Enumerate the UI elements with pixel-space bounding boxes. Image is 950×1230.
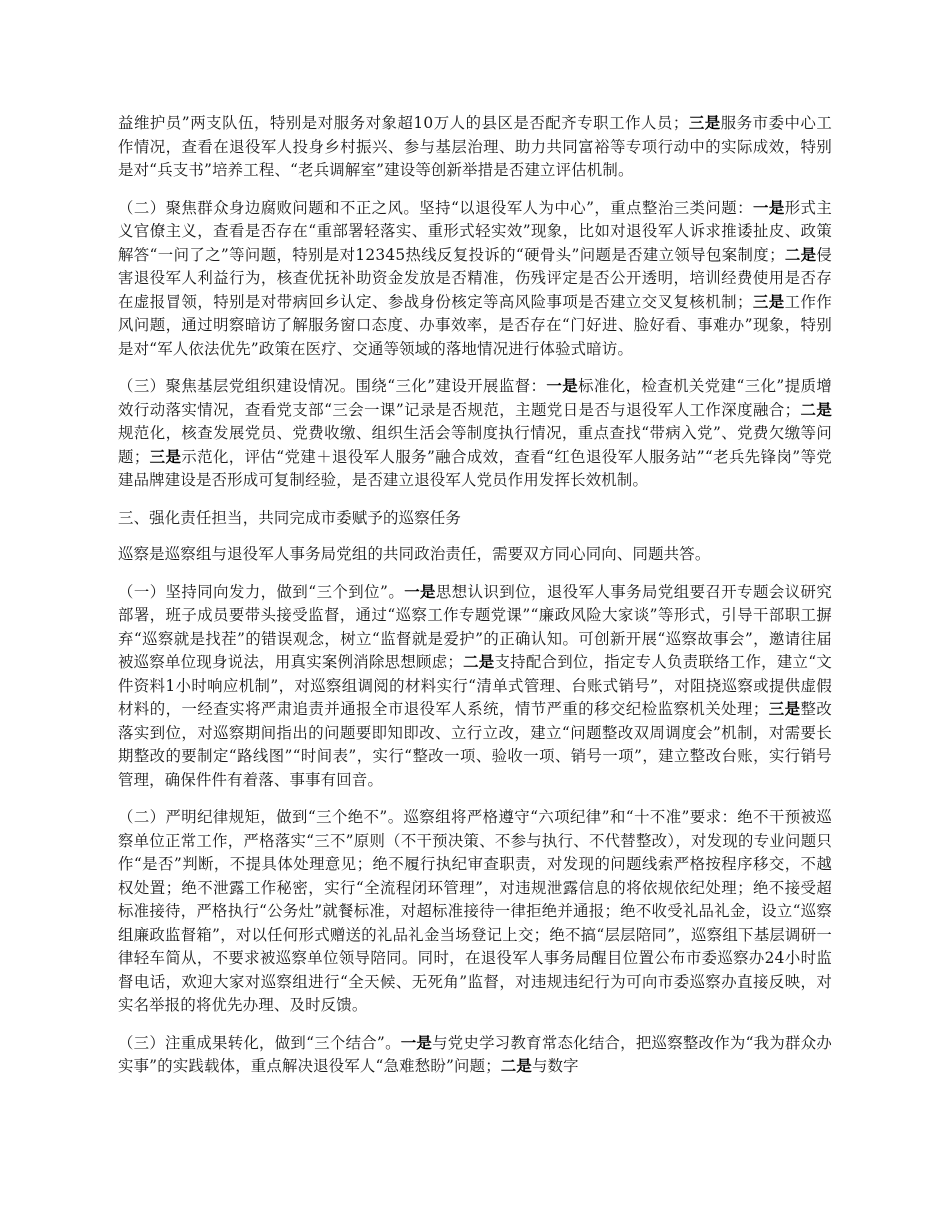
paragraph-party-building xyxy=(118,375,832,493)
paragraph-three-never xyxy=(118,806,832,1018)
emphasis-label: 二是 xyxy=(784,245,817,264)
paragraph-shared-responsibility xyxy=(118,543,832,567)
text-run: 支持配合到位，指定专人负责联络工作，建立“文件资料1小时响应机制”，对巡察组调阅的材料实行“清单式管理、台账式销号”，对阻挠巡察或提供虚假材料的，一经查实将严肃追责并通报全市退役军人系统，情节严重的移交纪检监察机关处理； xyxy=(118,653,832,718)
emphasis-label: 二是 xyxy=(500,1057,532,1075)
paragraph-corruption-focus xyxy=(118,197,832,362)
emphasis-label: 三是 xyxy=(149,447,182,466)
paragraph-three-combinations xyxy=(118,1032,832,1079)
text-run: 工作作风问题，通过明察暗访了解服务窗口态度、办事效率，是否存在“门好进、脸好看、事难办”现象，特别是对“军人依法优先”政策在医疗、交通等领域的落地情况进行体验式暗访。 xyxy=(118,292,832,358)
emphasis-label: 一是 xyxy=(400,1033,433,1052)
emphasis-label: 一是 xyxy=(546,377,579,395)
text-run: 侵害退役军人利益行为，核查优抚补助资金发放是否精准，伤残评定是否公开透明，培训经费使用是否存在虚报冒领，特别是对带病回乡认定、参战身份核定等高风险事项是否建立交叉复核机制； xyxy=(118,245,833,311)
text-run: （一）坚持同向发力，做到“三个到位”。 xyxy=(118,582,405,601)
text-run: （二）严明纪律规矩，做到“三个绝不”。巡察组将严格遵守“六项纪律”和“十不准”要求：绝不干预被巡察单位正常工作，严格落实“三不”原则（不干预决策、不参与执行、不代替整改），对发现的专业问题只作“是否”判断，不提具体处理意见；绝不履行执纪审查职责，对发现的问题线索严格按程序移交，不越权处置；绝不泄露工作秘密，实行“全流程闭环管理”，对违规泄露信息的将依规依纪处理；绝不接受超标准接待，严格执行“公务灶”就餐标准，对超标准接待一律拒绝并通报；绝不收受礼品礼金，设立“巡察组廉政监督箱”，对以任何形式赠送的礼品礼金当场登记上交；绝不搞“层层陪同”，巡察组下基层调研一律轻车简从，不要求被巡察单位领导陪同。同时，在退役军人事务局醒目位置公布市委巡察办24小时监督电话，欢迎大家对巡察组进行“全天候、无死角”监督，对违规违纪行为可向市委巡察办直接反映，对实名举报的将优先办理、及时反馈。 xyxy=(118,808,832,1014)
text-run: 思想认识到位，退役军人事务局党组要召开专题会议研究部署，班子成员要带头接受监督，通过“巡察工作专题党课”“廉政风险大家谈”等形式，引导干部职工摒弃“巡察就是找茬”的错误观念，树立“监督就是爱护”的正确认知。可创新开展“巡察故事会”，邀请往届被巡察单位现身说法，用真实案例消除思想顾虑； xyxy=(118,582,832,671)
text-run: （二）聚焦群众身边腐败问题和不正之风。坚持“以退役军人为中心”，重点整治三类问题： xyxy=(118,198,753,217)
text-run: 益维护员”两支队伍，特别是对服务对象超10万人的县区是否配齐专职工作人员； xyxy=(118,114,689,132)
text-run: 示范化，评估“党建＋退役军人服务”融合成效，查看“红色退役军人服务站”“老兵先锋岗”等党建品牌建设是否形成可复制经验，是否建立退役军人党员作用发挥长效机制。 xyxy=(118,447,832,489)
section-heading-responsibility xyxy=(118,507,832,531)
text-run: （三）聚焦基层党组织建设情况。围绕“三化”建设开展监督： xyxy=(118,377,547,395)
text-run: 形式主义官僚主义，查看是否存在“重部署轻落实、重形式轻实效”现象，比如对退役军人诉求推诿扯皮、政策解答“一问了之”等问题，特别是对12345热线反复投诉的“硬骨头”问题是否建立领导包案制度； xyxy=(118,198,833,264)
emphasis-label: 二是 xyxy=(800,400,832,419)
emphasis-label: 三是 xyxy=(768,700,801,718)
emphasis-label: 三是 xyxy=(752,292,785,311)
text-run: 标准化，检查机关党建“三化”提质增效行动落实情况，查看党支部“三会一课”记录是否规范，主题党日是否与退役军人工作深度融合； xyxy=(118,377,833,419)
text-run: 与数字 xyxy=(531,1057,579,1075)
paragraph-three-in-place xyxy=(118,581,832,793)
emphasis-label: 一是 xyxy=(752,198,785,217)
text-run: 整改落实到位，对巡察期间指出的问题要即知即改、立行立改，建立“问题整改双周调度会”机制，对需要长期整改的要制定“路线图”“时间表”，实行“整改一项、验收一项、销号一项”，建立整改台账，实行销号管理，确保件件有着落、事事有回音。 xyxy=(118,700,832,789)
text-run: 三、强化责任担当，共同完成市委赋予的巡察任务 xyxy=(118,508,461,527)
text-run: （三）注重成果转化，做到“三个结合”。 xyxy=(118,1033,401,1052)
emphasis-label: 二是 xyxy=(463,653,495,671)
paragraph-mission-service xyxy=(118,112,832,183)
emphasis-label: 一是 xyxy=(404,582,436,601)
text-run: 规范化，核查发展党员、党费收缴、组织生活会等制度执行情况，重点查找“带病入党”、党费欠缴等问题； xyxy=(118,424,832,466)
text-run: 巡察是巡察组与退役军人事务局党组的共同政治责任，需要双方同心同向、同题共答。 xyxy=(118,545,711,563)
emphasis-label: 三是 xyxy=(688,114,721,132)
text-run: 服务市委中心工作情况，查看在退役军人投身乡村振兴、参与基层治理、助力共同富裕等专项行动中的实际成效，特别是对“兵支书”培养工程、“老兵调解室”建设等创新举措是否建立评估机制。 xyxy=(118,114,833,179)
text-run: 与党史学习教育常态化结合，把巡察整改作为“我为群众办实事”的实践载体，重点解决退役军人“急难愁盼”问题； xyxy=(118,1033,832,1075)
